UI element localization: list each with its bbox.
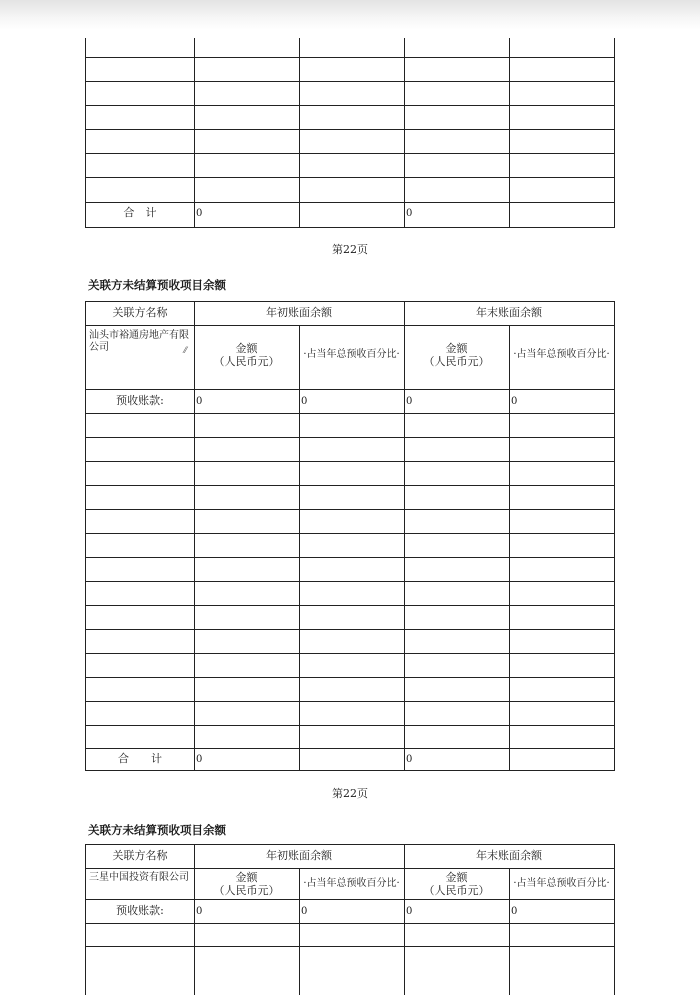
- row-divider: [86, 605, 614, 606]
- row-divider: [86, 202, 614, 203]
- total-value-begin: 0: [196, 754, 203, 765]
- col-divider: [509, 38, 510, 227]
- col-divider: [404, 302, 405, 770]
- cell-value: 0: [301, 906, 308, 917]
- section-title: 关联方未结算预收项目余额: [88, 823, 226, 837]
- cell-value: 0: [406, 396, 413, 407]
- row-divider: [86, 923, 614, 924]
- col-divider: [509, 325, 510, 770]
- header-amount: 金额 （人民币元）: [423, 871, 490, 897]
- row-divider: [86, 509, 614, 510]
- header-end-balance: 年末账面余额: [476, 306, 542, 319]
- row-divider: [86, 105, 614, 106]
- cell-value: 0: [196, 396, 203, 407]
- row-divider: [86, 557, 614, 558]
- row-divider: [86, 946, 614, 947]
- cell-value: 0: [406, 906, 413, 917]
- row-divider: [86, 701, 614, 702]
- row-label-advance-receipts: 预收账款:: [116, 904, 164, 917]
- related-party-table-2: [85, 844, 615, 995]
- total-value-end: 0: [406, 208, 413, 219]
- page-number: 第22页: [332, 243, 368, 256]
- row-divider: [86, 653, 614, 654]
- related-party-table-1: [85, 301, 615, 771]
- row-divider: [86, 725, 614, 726]
- row-divider: [86, 325, 194, 326]
- row-divider: [86, 581, 614, 582]
- header-percent: ·占当年总预收百分比·: [303, 878, 400, 889]
- header-percent: ·占当年总预收百分比·: [513, 349, 610, 360]
- previous-table-fragment: [85, 38, 615, 228]
- row-divider: [86, 81, 614, 82]
- row-divider: [86, 485, 614, 486]
- col-divider: [299, 325, 300, 770]
- row-divider: [86, 868, 194, 869]
- header-begin-balance: 年初账面余额: [266, 849, 332, 862]
- header-amount: 金额 （人民币元）: [213, 342, 280, 368]
- col-divider: [194, 302, 195, 770]
- row-divider: [86, 389, 614, 390]
- cell-value: 0: [196, 906, 203, 917]
- cell-value: 0: [511, 396, 518, 407]
- row-divider: [86, 153, 614, 154]
- header-begin-balance: 年初账面余额: [266, 306, 332, 319]
- party-name-value: 三星中国投资有限公司: [89, 872, 189, 883]
- scan-edge-shadow: [0, 0, 700, 30]
- row-divider: [86, 413, 614, 414]
- cell-value: 0: [301, 396, 308, 407]
- header-percent: ·占当年总预收百分比·: [513, 878, 610, 889]
- header-end-balance: 年末账面余额: [476, 849, 542, 862]
- row-divider: [86, 177, 614, 178]
- resize-handle-icon: ⁄⁄: [184, 346, 187, 355]
- row-divider: [86, 57, 614, 58]
- section-title: 关联方未结算预收项目余额: [88, 278, 226, 292]
- total-value-end: 0: [406, 754, 413, 765]
- row-label-advance-receipts: 预收账款:: [116, 394, 164, 407]
- party-name-value: 汕头市裕通房地产有限公司: [89, 330, 189, 353]
- header-amount: 金额 （人民币元）: [423, 342, 490, 368]
- row-divider: [86, 533, 614, 534]
- row-divider: [86, 437, 614, 438]
- col-divider: [299, 38, 300, 227]
- row-divider: [86, 629, 614, 630]
- total-label: 合 计: [118, 752, 162, 765]
- header-party-name: 关联方名称: [112, 306, 168, 319]
- cell-value: 0: [511, 906, 518, 917]
- row-divider: [86, 677, 614, 678]
- header-party-name: 关联方名称: [112, 849, 168, 862]
- col-divider: [194, 845, 195, 995]
- col-divider: [404, 38, 405, 227]
- row-divider: [86, 461, 614, 462]
- col-divider: [194, 38, 195, 227]
- row-divider: [86, 899, 614, 900]
- header-amount: 金额 （人民币元）: [213, 871, 280, 897]
- row-divider: [86, 129, 614, 130]
- total-value-begin: 0: [196, 208, 203, 219]
- total-label: 合 计: [123, 206, 157, 219]
- page-number: 第22页: [332, 787, 368, 800]
- header-percent: ·占当年总预收百分比·: [303, 349, 400, 360]
- row-divider: [86, 748, 614, 749]
- col-divider: [404, 845, 405, 995]
